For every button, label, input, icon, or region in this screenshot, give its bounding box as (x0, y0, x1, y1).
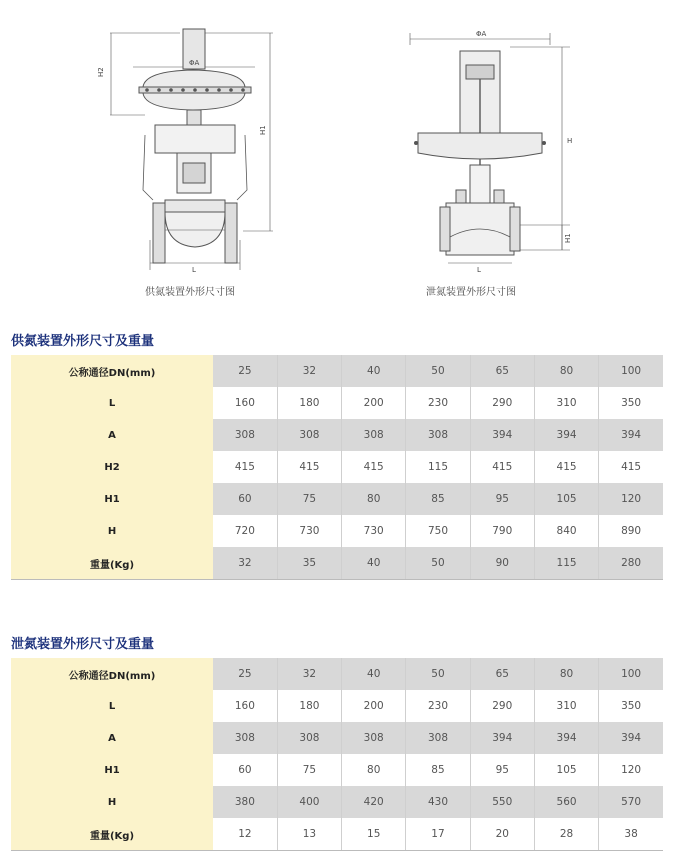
table-cell: 415 (277, 451, 341, 483)
relief-table-title: 泄氮装置外形尺寸及重量 (11, 637, 155, 652)
table-cell: 65 (470, 658, 534, 690)
table-row (11, 722, 663, 754)
table-cell: 230 (406, 690, 470, 722)
table-cell: 100 (599, 658, 663, 690)
table-row (11, 515, 663, 547)
table-cell: 32 (277, 355, 341, 387)
table-cell: 85 (406, 483, 470, 515)
row-label: H1 (11, 754, 213, 786)
relief-dim-h1: H1 (564, 233, 572, 243)
table-cell: 40 (342, 547, 406, 580)
table-cell: 350 (599, 387, 663, 419)
relief-figure-caption: 泄氮装置外形尺寸图 (426, 287, 516, 298)
table-cell: 75 (277, 754, 341, 786)
table-cell: 115 (406, 451, 470, 483)
table-row (11, 355, 663, 387)
table-row (11, 387, 663, 419)
table-row (11, 818, 663, 851)
relief-dim-h: H (567, 137, 573, 145)
row-label: H (11, 786, 213, 818)
table-cell: 13 (277, 818, 341, 851)
table-row (11, 658, 663, 690)
supply-valve-drawing (95, 25, 285, 280)
table-cell: 310 (534, 690, 598, 722)
table-cell: 40 (342, 355, 406, 387)
table-cell: 415 (534, 451, 598, 483)
table-cell: 50 (406, 355, 470, 387)
table-cell: 394 (470, 722, 534, 754)
table-cell: 95 (470, 483, 534, 515)
table-cell: 394 (599, 722, 663, 754)
table-cell: 890 (599, 515, 663, 547)
table-cell: 415 (470, 451, 534, 483)
table-cell: 100 (599, 355, 663, 387)
supply-dim-phi-a: ΦA (189, 59, 200, 67)
table-cell: 308 (213, 419, 277, 451)
table-cell: 75 (277, 483, 341, 515)
table-cell: 50 (406, 658, 470, 690)
supply-table-title: 供氮装置外形尺寸及重量 (11, 334, 155, 349)
table-cell: 12 (213, 818, 277, 851)
table-cell: 750 (406, 515, 470, 547)
table-cell: 80 (342, 483, 406, 515)
table-row (11, 419, 663, 451)
table-cell: 80 (534, 658, 598, 690)
table-cell: 310 (534, 387, 598, 419)
table-cell: 200 (342, 690, 406, 722)
table-cell: 50 (406, 547, 470, 580)
table-cell: 20 (470, 818, 534, 851)
table-cell: 105 (534, 483, 598, 515)
table-cell: 394 (534, 722, 598, 754)
table-cell: 280 (599, 547, 663, 580)
supply-dim-h1: H1 (259, 125, 267, 135)
row-label: A (11, 722, 213, 754)
table-cell: 90 (470, 547, 534, 580)
table-cell: 290 (470, 690, 534, 722)
table-cell: 380 (213, 786, 277, 818)
relief-dim-l: L (477, 266, 481, 274)
table-row (11, 786, 663, 818)
table-cell: 120 (599, 483, 663, 515)
row-label: 重量(Kg) (11, 818, 213, 851)
table-cell: 308 (406, 722, 470, 754)
table-cell: 105 (534, 754, 598, 786)
relief-valve-drawing (400, 25, 575, 280)
table-cell: 840 (534, 515, 598, 547)
table-cell: 40 (342, 658, 406, 690)
table-row (11, 483, 663, 515)
table-cell: 290 (470, 387, 534, 419)
table-cell: 790 (470, 515, 534, 547)
table-cell: 308 (277, 722, 341, 754)
table-cell: 15 (342, 818, 406, 851)
table-cell: 230 (406, 387, 470, 419)
supply-dimension-table (11, 355, 663, 580)
table-cell: 32 (277, 658, 341, 690)
table-cell: 180 (277, 387, 341, 419)
table-cell: 60 (213, 483, 277, 515)
table-cell: 350 (599, 690, 663, 722)
row-label: H (11, 515, 213, 547)
table-cell: 35 (277, 547, 341, 580)
table-cell: 400 (277, 786, 341, 818)
table-cell: 308 (342, 722, 406, 754)
table-cell: 308 (342, 419, 406, 451)
supply-dim-h2: H2 (97, 67, 105, 77)
row-label: H2 (11, 451, 213, 483)
table-cell: 115 (534, 547, 598, 580)
table-cell: 550 (470, 786, 534, 818)
row-label: A (11, 419, 213, 451)
table-cell: 394 (599, 419, 663, 451)
table-cell: 720 (213, 515, 277, 547)
table-cell: 17 (406, 818, 470, 851)
table-cell: 394 (470, 419, 534, 451)
table-cell: 32 (213, 547, 277, 580)
table-cell: 160 (213, 690, 277, 722)
row-label: L (11, 387, 213, 419)
table-cell: 308 (277, 419, 341, 451)
table-cell: 430 (406, 786, 470, 818)
relief-dimension-table (11, 658, 663, 851)
table-cell: 200 (342, 387, 406, 419)
table-cell: 60 (213, 754, 277, 786)
row-label: H1 (11, 483, 213, 515)
table-row (11, 451, 663, 483)
table-cell: 180 (277, 690, 341, 722)
table-cell: 80 (534, 355, 598, 387)
table-cell: 85 (406, 754, 470, 786)
table-cell: 65 (470, 355, 534, 387)
table-row (11, 754, 663, 786)
table-row (11, 547, 663, 580)
table-cell: 560 (534, 786, 598, 818)
row-label: 公称通径DN(mm) (11, 355, 213, 387)
table-cell: 420 (342, 786, 406, 818)
table-cell: 28 (534, 818, 598, 851)
table-cell: 120 (599, 754, 663, 786)
table-cell: 394 (534, 419, 598, 451)
row-label: L (11, 690, 213, 722)
table-cell: 38 (599, 818, 663, 851)
table-cell: 415 (342, 451, 406, 483)
table-cell: 730 (277, 515, 341, 547)
table-cell: 25 (213, 658, 277, 690)
relief-dim-phi-a: ΦA (476, 30, 487, 38)
table-row (11, 690, 663, 722)
table-cell: 308 (213, 722, 277, 754)
supply-dim-l: L (192, 266, 196, 274)
table-cell: 415 (599, 451, 663, 483)
table-cell: 308 (406, 419, 470, 451)
supply-figure-caption: 供氮装置外形尺寸图 (145, 287, 235, 298)
table-cell: 95 (470, 754, 534, 786)
row-label: 公称通径DN(mm) (11, 658, 213, 690)
table-cell: 570 (599, 786, 663, 818)
table-cell: 160 (213, 387, 277, 419)
table-cell: 80 (342, 754, 406, 786)
table-cell: 415 (213, 451, 277, 483)
row-label: 重量(Kg) (11, 547, 213, 580)
table-cell: 25 (213, 355, 277, 387)
table-cell: 730 (342, 515, 406, 547)
